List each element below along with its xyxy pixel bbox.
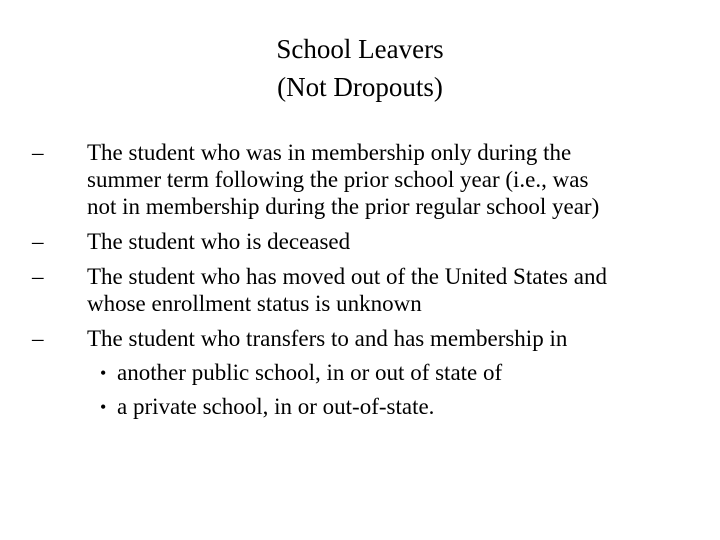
item-4-line-1: The student who transfers to and has membership in [87,326,568,351]
item-3-line-1: The student who has moved out of the United States and [87,264,607,289]
bullet-icon: • [100,397,107,417]
item-2-line-1: The student who is deceased [87,229,351,254]
dash-marker: – [32,140,44,165]
item-1-line-2: summer term following the prior school year (i.e., was [87,167,589,192]
dash-marker: – [32,229,44,254]
subitem-1: another public school, in or out of state of [117,360,503,385]
item-1-line-1: The student who was in membership only during the [87,140,572,165]
dash-marker: – [32,264,44,289]
subitem-2: a private school, in or out-of-state. [117,394,435,419]
title-line-2: (Not Dropouts) [277,72,443,102]
bullet-icon: • [100,363,107,383]
title-line-1: School Leavers [276,34,444,64]
slide-title [0,30,720,106]
dash-marker: – [32,326,44,351]
item-3-line-2: whose enrollment status is unknown [87,291,422,316]
item-1-line-3: not in membership during the prior regular school year) [87,194,600,219]
